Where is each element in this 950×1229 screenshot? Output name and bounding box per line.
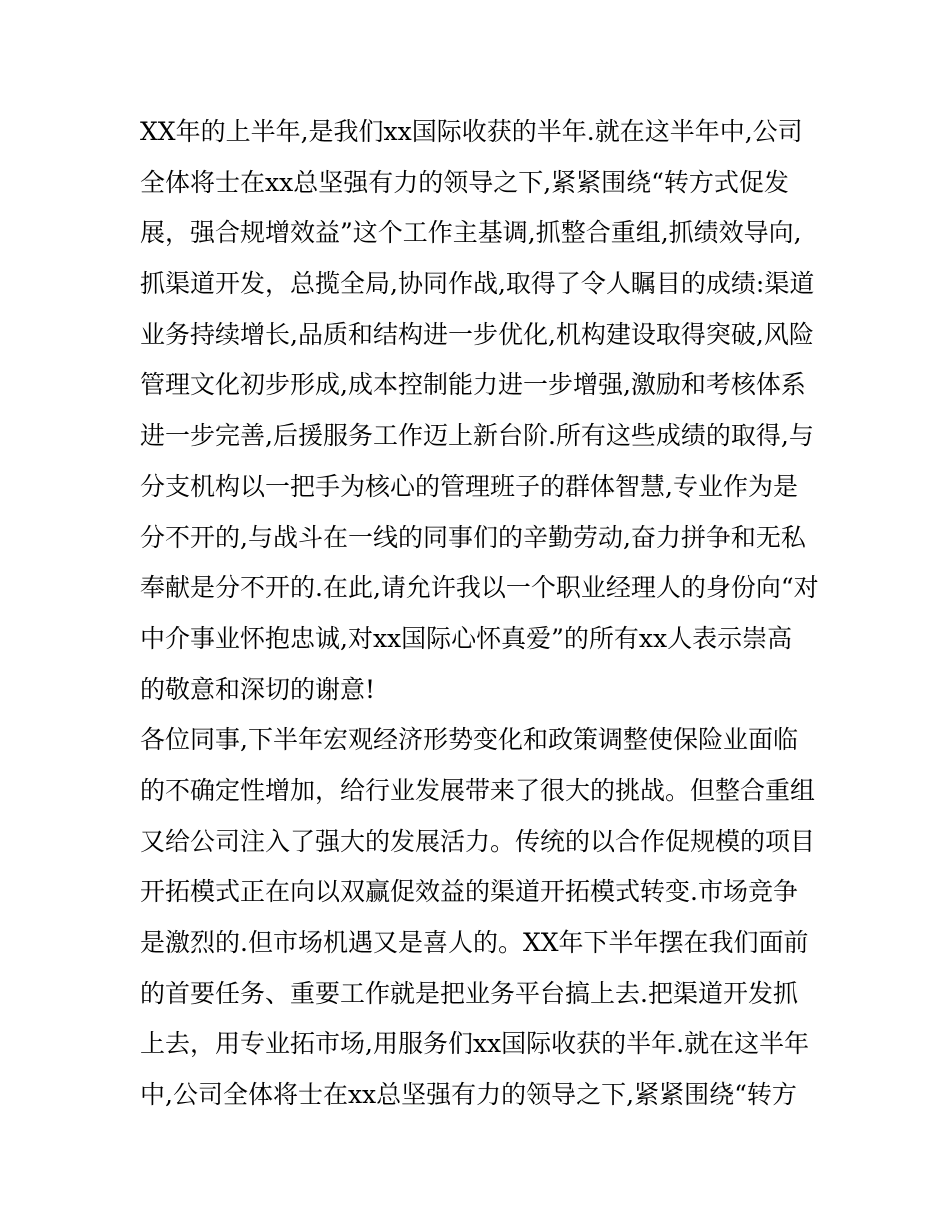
text-line: 业务持续增长,品质和结构进一步优化,机构建设取得突破,风险 — [140, 319, 814, 349]
text-line: 的敬意和深切的谢意! — [140, 674, 376, 704]
text-line: 进一步完善,后援服务工作迈上新台阶.所有这些成绩的取得,与 — [140, 421, 814, 451]
text-line: 抓渠道开发，总揽全局,协同作战,取得了令人瞩目的成绩:渠道 — [140, 269, 815, 299]
text-line: 是激烈的.但市场机遇又是喜人的。XX年下半年摆在我们面前 — [140, 928, 809, 957]
text-line: 的首要任务、重要工作就是把业务平台搞上去.把渠道开发抓 — [140, 978, 798, 1008]
text-line: 管理文化初步形成,成本控制能力进一步增强,激励和考核体系 — [140, 370, 806, 400]
text-line: 开拓模式正在向以双赢促效益的渠道开拓模式转变.市场竞争 — [140, 877, 798, 907]
text-line: XX年的上半年,是我们xx国际收获的半年.就在这半年中,公司 — [140, 117, 803, 146]
text-line: 奉献是分不开的.在此,请允许我以一个职业经理人的身份向“对 — [140, 573, 819, 603]
text-line: 分支机构以一把手为核心的管理班子的群体智慧,专业作为是 — [140, 471, 798, 501]
text-line: 分不开的,与战斗在一线的同事们的辛勤劳动,奋力拼争和无私 — [140, 522, 806, 552]
text-line: 展，强合规增效益”这个工作主基调,抓整合重组,抓绩效导向, — [140, 218, 802, 248]
text-line: 又给公司注入了强大的发展活力。传统的以合作促规模的项目 — [140, 826, 816, 856]
body-text — [140, 107, 820, 1121]
text-line: 中介事业怀抱忠诚,对xx国际心怀真爱”的所有xx人表示崇高 — [140, 623, 793, 653]
text-line: 中,公司全体将士在xx总坚强有力的领导之下,紧紧围绕“转方 — [140, 1080, 797, 1110]
text-line: 各位同事,下半年宏观经济形势变化和政策调整使保险业面临 — [140, 725, 798, 755]
text-line: 全体将士在xx总坚强有力的领导之下,紧紧围绕“转方式促发 — [140, 167, 789, 197]
text-line: 上去，用专业拓市场,用服务们xx国际收获的半年.就在这半年 — [140, 1029, 810, 1059]
text-line: 的不确定性增加，给行业发展带来了很大的挑战。但整合重组 — [140, 775, 816, 805]
